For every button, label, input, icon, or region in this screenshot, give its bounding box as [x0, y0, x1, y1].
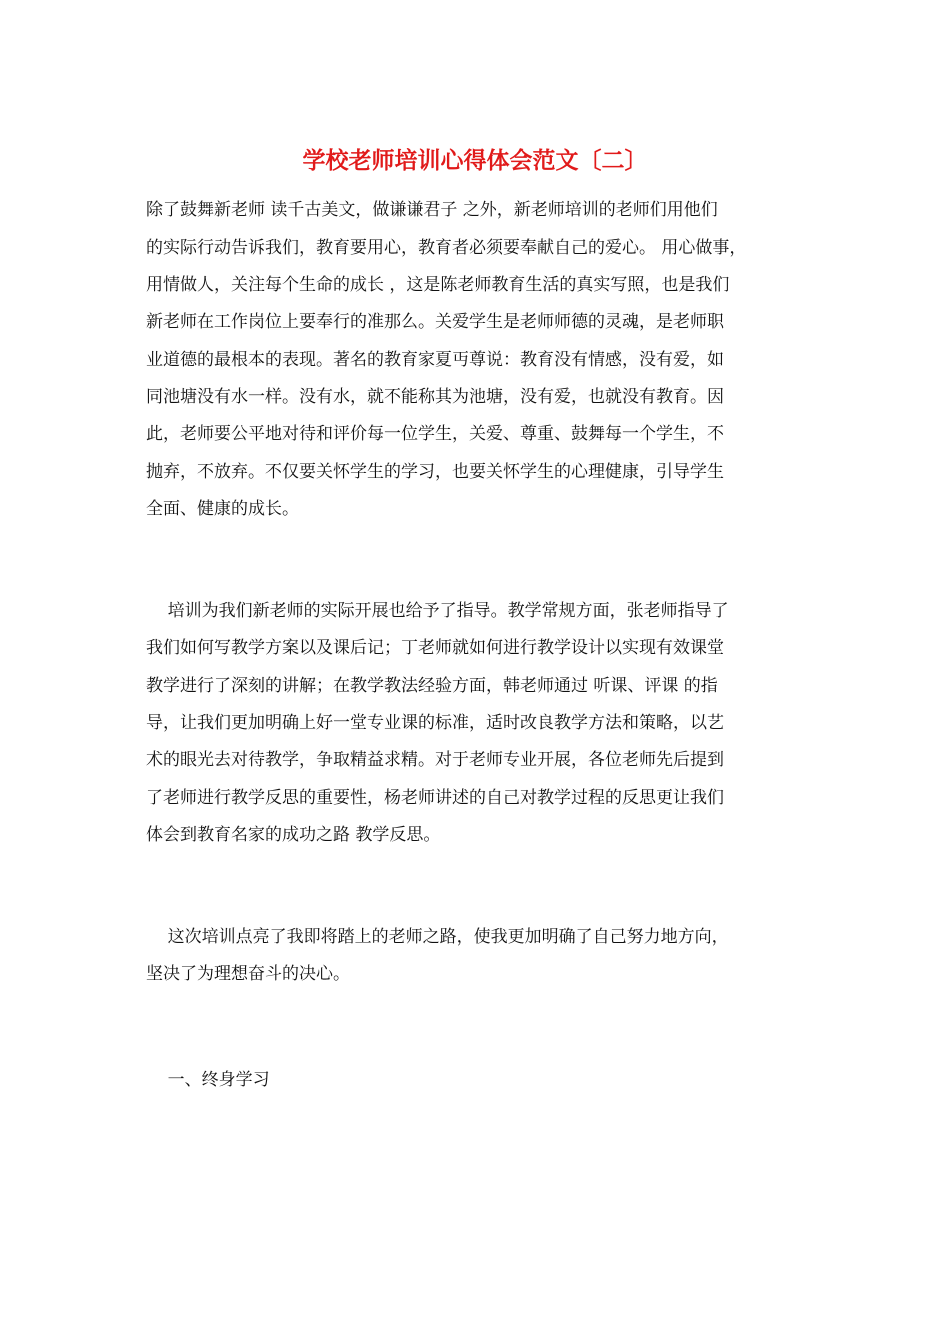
paragraph-1-line: 业道德的最根本的表现。著名的教育家夏丏尊说：教育没有情感，没有爱，如 [146, 350, 724, 370]
paragraph-2-line: 导，让我们更加明确上好一堂专业课的标准，适时改良教学方法和策略，以艺 [146, 713, 724, 733]
section-heading: 一、终身学习 [146, 1070, 270, 1090]
paragraph-3-line: 坚决了为理想奋斗的决心。 [146, 964, 350, 984]
paragraph-2-line: 我们如何写教学方案以及课后记；丁老师就如何进行教学设计以实现有效课堂 [146, 638, 724, 658]
document-title: 学校老师培训心得体会范文〔二〕 [302, 147, 648, 174]
paragraph-1-line: 抛弃，不放弃。不仅要关怀学生的学习，也要关怀学生的心理健康，引导学生 [146, 462, 724, 482]
paragraph-2-line: 术的眼光去对待教学，争取精益求精。对于老师专业开展，各位老师先后提到 [146, 750, 724, 770]
paragraph-1-line: 的实际行动告诉我们，教育要用心，教育者必须要奉献自己的爱心。 用心做事， [146, 238, 747, 258]
paragraph-1-line: 除了鼓舞新老师 读千古美文，做谦谦君子 之外，新老师培训的老师们用他们 [146, 200, 718, 220]
paragraph-2-line: 教学进行了深刻的讲解；在教学教法经验方面，韩老师通过 听课、评课 的指 [146, 676, 718, 696]
paragraph-1-line: 此，老师要公平地对待和评价每一位学生，关爱、尊重、鼓舞每一个学生，不 [146, 424, 724, 444]
paragraph-1-line: 同池塘没有水一样。没有水，就不能称其为池塘，没有爱，也就没有教育。因 [146, 387, 724, 407]
paragraph-1-line: 新老师在工作岗位上要奉行的准那么。关爱学生是老师师德的灵魂，是老师职 [146, 312, 724, 332]
paragraph-2-line: 了老师进行教学反思的重要性，杨老师讲述的自己对教学过程的反思更让我们 [146, 788, 724, 808]
paragraph-2-line: 培训为我们新老师的实际开展也给予了指导。教学常规方面，张老师指导了 [146, 601, 729, 621]
paragraph-3-line: 这次培训点亮了我即将踏上的老师之路，使我更加明确了自己努力地方向， [146, 927, 729, 947]
paragraph-1-line: 全面、健康的成长。 [146, 499, 299, 519]
paragraph-2-line: 体会到教育名家的成功之路 教学反思。 [146, 825, 441, 845]
paragraph-1-line: 用情做人，关注每个生命的成长 ，这是陈老师教育生活的真实写照，也是我们 [146, 275, 730, 295]
